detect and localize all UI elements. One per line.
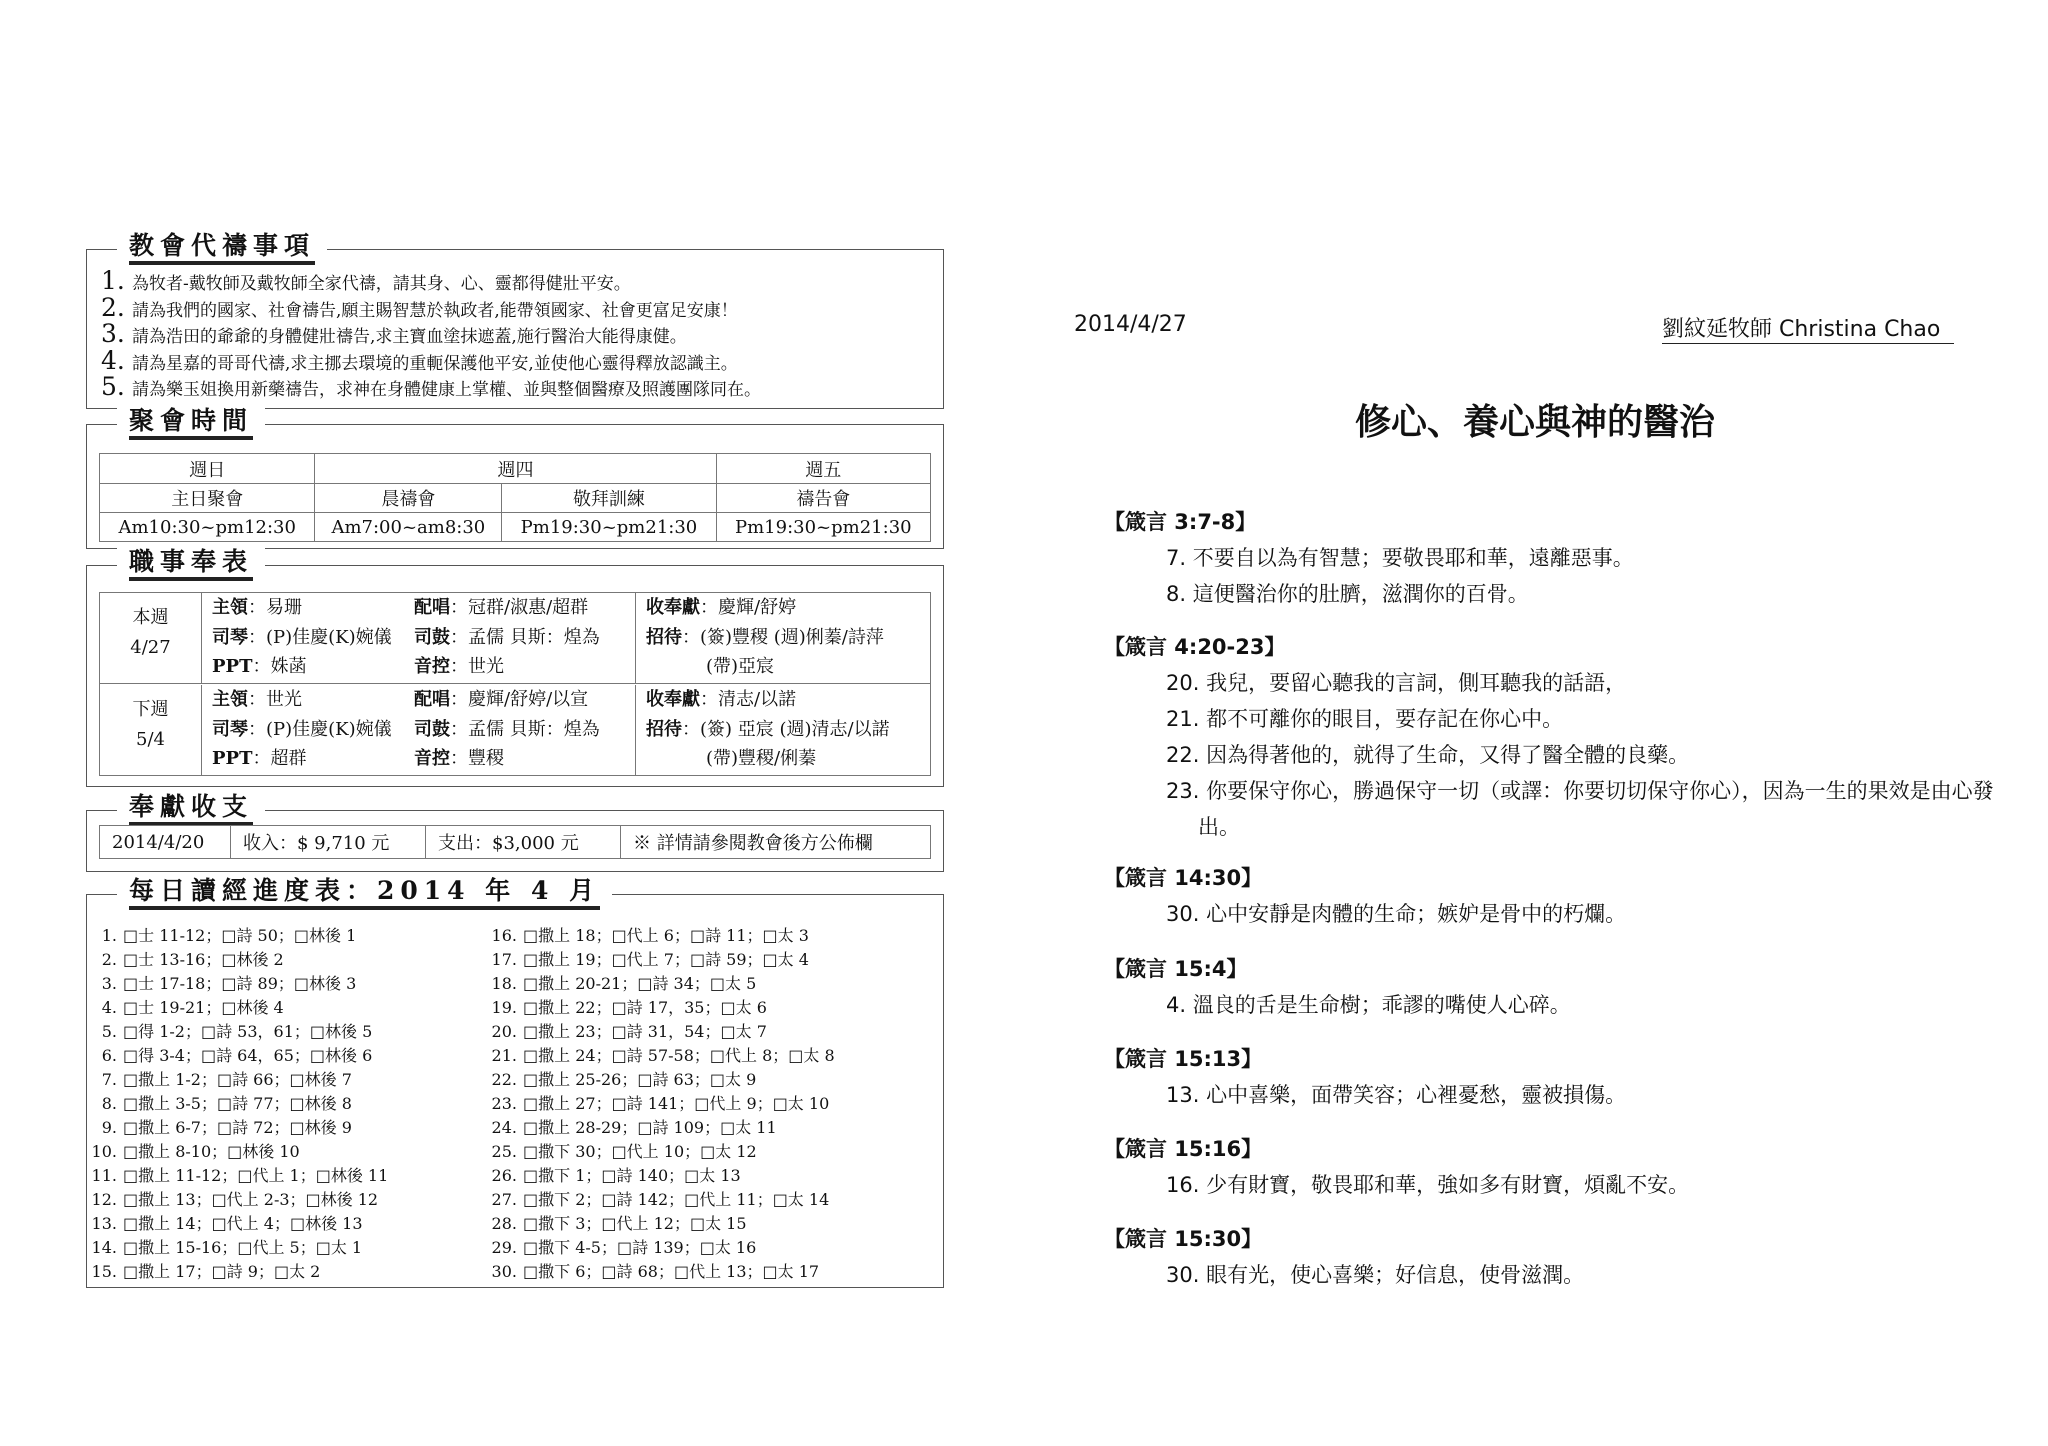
list-item: 29. □撒下 4-5；□詩 139；□太 16 — [491, 1238, 757, 1257]
meeting-section — [86, 406, 944, 549]
list-item: 1. 為牧者-戴牧師及戴牧師全家代禱，請其身、心、靈都得健壯平安。 — [101, 266, 631, 295]
list-item: 19. □撒上 22；□詩 17，35；□太 6 — [491, 998, 767, 1017]
duty-col-2: 配唱：冠群/淑惠/超群 司鼓：孟儒 貝斯：煌為 音控：世光 — [414, 597, 600, 677]
list-item: 24. □撒上 28-29；□詩 109；□太 11 — [491, 1118, 777, 1137]
verse: 4. 溫良的舌是生命樹；乖謬的嘴使人心碎。 — [1166, 993, 1571, 1017]
passage-ref: 【箴言 3:7-8】 — [1104, 510, 1257, 534]
offering-expense: 支出：$3,000 元 — [426, 826, 621, 859]
verse: 23. 你要保守你心，勝過保守一切（或譯：你要切切保守你心），因為一生的果效是由心發出。 — [1166, 779, 1994, 839]
list-item: 4. 請為星嘉的哥哥代禱,求主挪去環境的重軛保護他平安,並使他心靈得釋放認識主。 — [101, 345, 738, 375]
divider — [635, 593, 636, 683]
verse: 30. 心中安靜是肉體的生命；嫉妒是骨中的朽爛。 — [1166, 902, 1627, 926]
passage — [1104, 860, 2004, 932]
list-item: 4. □士 19-21；□林後 4 — [101, 998, 284, 1017]
list-item: 5. □得 1-2；□詩 53，61；□林後 5 — [101, 1022, 373, 1041]
duty-col-1: 主領：世光 司琴：(P)佳慶(K)婉儀 PPT：超群 — [212, 689, 392, 769]
offering-section — [86, 792, 944, 872]
list-item: 9. □撒上 6-7；□詩 72；□林後 9 — [101, 1118, 352, 1137]
prayer-title: 教會代禱事項 — [117, 231, 327, 265]
list-item: 18. □撒上 20-21；□詩 34；□太 5 — [491, 974, 757, 993]
meeting-table — [99, 453, 931, 542]
list-item: 2. □士 13-16；□林後 2 — [101, 950, 284, 969]
meeting-name: 禱告會 — [716, 484, 930, 513]
list-item: 30. □撒下 6；□詩 68；□代上 13；□太 17 — [491, 1262, 820, 1281]
pastor-name: 劉紋延牧師 Christina Chao — [1662, 312, 1954, 344]
list-item: 15. □撒上 17；□詩 9；□太 2 — [91, 1262, 321, 1281]
meeting-time: Am10:30~pm12:30 — [100, 513, 315, 542]
list-item: 25. □撒下 30；□代上 10；□太 12 — [491, 1142, 757, 1161]
offering-note: ※ 詳情請參閱教會後方公佈欄 — [621, 826, 931, 859]
meeting-time: Pm19:30~pm21:30 — [502, 513, 716, 542]
duty-section — [86, 547, 944, 787]
duty-col-2: 配唱：慶輝/舒婷/以宣 司鼓：孟儒 貝斯：煌為 音控：豐稷 — [414, 689, 600, 769]
prayer-section — [86, 231, 944, 409]
list-item: 10. □撒上 8-10；□林後 10 — [91, 1142, 300, 1161]
passage-ref: 【箴言 15:4】 — [1104, 957, 1248, 981]
list-item: 23. □撒上 27；□詩 141；□代上 9；□太 10 — [491, 1094, 830, 1113]
verse: 30. 眼有光，使心喜樂；好信息，使骨滋潤。 — [1166, 1263, 1585, 1287]
list-item: 1. □士 11-12；□詩 50；□林後 1 — [101, 926, 357, 945]
duty-table — [99, 592, 931, 776]
duty-col-1: 主領：易珊 司琴：(P)佳慶(K)婉儀 PPT：姝菡 — [212, 597, 392, 677]
passage — [1104, 629, 2004, 845]
passage-ref: 【箴言 15:16】 — [1104, 1137, 1263, 1161]
list-item: 13. □撒上 14；□代上 4；□林後 13 — [91, 1214, 363, 1233]
passage-ref: 【箴言 4:20-23】 — [1104, 635, 1286, 659]
day-thursday: 週四 — [315, 454, 716, 484]
list-item: 28. □撒下 3；□代上 12；□太 15 — [491, 1214, 747, 1233]
offering-income: 收入：$ 9,710 元 — [231, 826, 426, 859]
passage — [1104, 1041, 2004, 1113]
passage — [1104, 951, 2004, 1023]
list-item: 21. □撒上 24；□詩 57-58；□代上 8；□太 8 — [491, 1046, 835, 1065]
sermon-title: 修心、養心與神的醫治 — [1354, 402, 1715, 443]
list-item: 11. □撒上 11-12；□代上 1；□林後 11 — [91, 1166, 389, 1185]
duty-this-week — [100, 593, 930, 684]
list-item: 17. □撒上 19；□代上 7；□詩 59；□太 4 — [491, 950, 809, 969]
list-item: 3. □士 17-18；□詩 89；□林後 3 — [101, 974, 357, 993]
reading-section — [86, 876, 944, 1288]
list-item: 27. □撒下 2；□詩 142；□代上 11；□太 14 — [491, 1190, 830, 1209]
reading-col-1 — [87, 924, 388, 1284]
day-sunday: 週日 — [100, 454, 315, 484]
verse: 13. 心中喜樂，面帶笑容；心裡憂愁，靈被損傷。 — [1166, 1083, 1627, 1107]
list-item: 8. □撒上 3-5；□詩 77；□林後 8 — [101, 1094, 352, 1113]
verse: 22. 因為得著他的，就得了生命，又得了醫全體的良藥。 — [1166, 743, 1690, 767]
meeting-time: Am7:00~am8:30 — [315, 513, 502, 542]
week-label: 本週 4/27 — [100, 593, 202, 683]
passage-ref: 【箴言 15:13】 — [1104, 1047, 1263, 1071]
reading-col-2 — [487, 924, 835, 1284]
day-friday: 週五 — [716, 454, 930, 484]
verse: 8. 這便醫治你的肚臍，滋潤你的百骨。 — [1166, 582, 1529, 606]
duty-col-3: 收奉獻：慶輝/舒婷 招待：(簽)豐稷 (週)俐蓁/詩萍 (帶)亞宸 — [646, 597, 884, 677]
reading-title: 每日讀經進度表：2014 年 4 月 — [117, 876, 612, 910]
meeting-name: 敬拜訓練 — [502, 484, 716, 513]
list-item: 3. 請為浩田的爺爺的身體健壯禱告,求主寶血塗抹遮蓋,施行醫治大能得康健。 — [101, 319, 687, 348]
list-item: 14. □撒上 15-16；□代上 5；□太 1 — [91, 1238, 363, 1257]
verse: 21. 都不可離你的眼目，要存記在你心中。 — [1166, 707, 1564, 731]
prayer-list — [87, 250, 943, 401]
list-item: 16. □撒上 18；□代上 6；□詩 11；□太 3 — [491, 926, 809, 945]
list-item: 7. □撒上 1-2；□詩 66；□林後 7 — [101, 1070, 352, 1089]
offering-table — [99, 825, 931, 859]
verse: 20. 我兒，要留心聽我的言詞，側耳聽我的話語， — [1166, 671, 1627, 695]
offering-title: 奉獻收支 — [117, 792, 265, 826]
week-label: 下週 5/4 — [100, 685, 202, 775]
list-item: 22. □撒上 25-26；□詩 63；□太 9 — [491, 1070, 757, 1089]
list-item: 5. 請為樂玉姐換用新藥禱告，求神在身體健康上掌權、並與整個醫療及照護團隊同在。 — [101, 372, 761, 401]
passage-ref: 【箴言 14:30】 — [1104, 866, 1263, 890]
offering-date: 2014/4/20 — [100, 826, 231, 859]
meeting-name: 晨禱會 — [315, 484, 502, 513]
duty-next-week — [100, 685, 930, 775]
duty-title: 職事奉表 — [117, 547, 265, 581]
passage-ref: 【箴言 15:30】 — [1104, 1227, 1263, 1251]
list-item: 12. □撒上 13；□代上 2-3；□林後 12 — [91, 1190, 379, 1209]
list-item: 6. □得 3-4；□詩 64，65；□林後 6 — [101, 1046, 373, 1065]
list-item: 20. □撒上 23；□詩 31，54；□太 7 — [491, 1022, 767, 1041]
passage — [1104, 1221, 2004, 1293]
list-item: 2. 請為我們的國家、社會禱告,願主賜智慧於執政者,能帶領國家、社會更富足安康！ — [101, 292, 738, 322]
passage — [1104, 504, 2004, 612]
divider — [635, 685, 636, 775]
meeting-title: 聚會時間 — [117, 406, 265, 440]
list-item: 26. □撒下 1；□詩 140；□太 13 — [491, 1166, 741, 1185]
passage — [1104, 1131, 2004, 1203]
meeting-time: Pm19:30~pm21:30 — [716, 513, 930, 542]
sermon-date: 2014/4/27 — [1074, 312, 1187, 337]
verse: 16. 少有財寶，敬畏耶和華，強如多有財寶，煩亂不安。 — [1166, 1173, 1690, 1197]
duty-col-3: 收奉獻：清志/以諾 招待：(簽) 亞宸 (週)清志/以諾 (帶)豐稷/俐蓁 — [646, 689, 890, 769]
verse: 7. 不要自以為有智慧；要敬畏耶和華，遠離惡事。 — [1166, 546, 1634, 570]
meeting-name: 主日聚會 — [100, 484, 315, 513]
